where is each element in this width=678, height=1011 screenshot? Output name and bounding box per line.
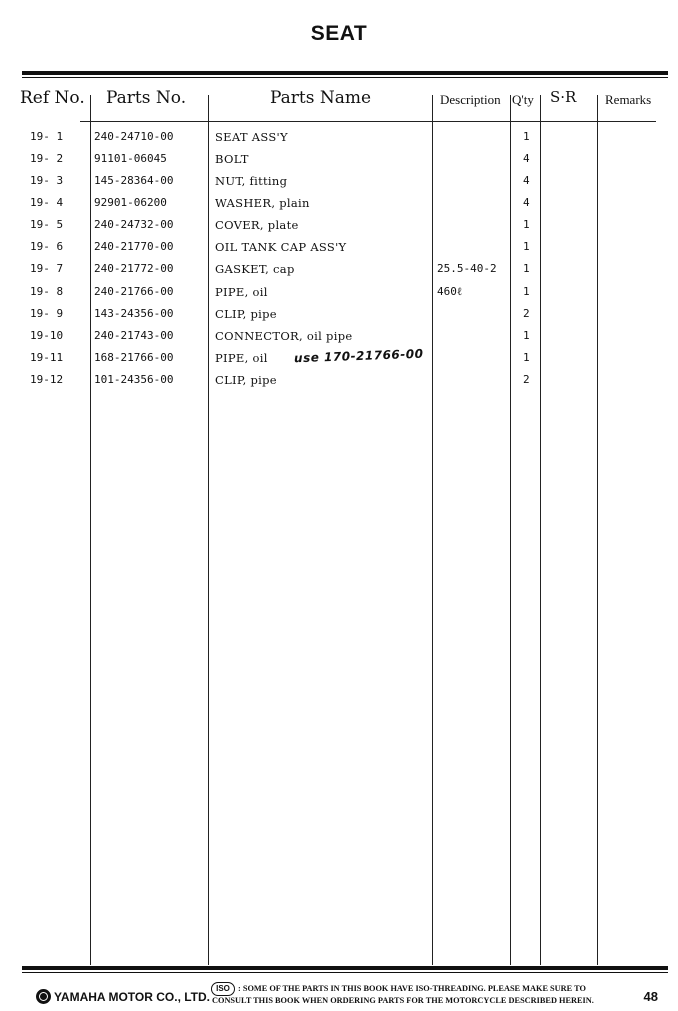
part-qty: 1 — [523, 218, 530, 231]
table-row — [0, 307, 678, 329]
top-rule-thin — [22, 77, 668, 78]
table-row — [0, 174, 678, 196]
part-name: CLIP, pipe — [215, 373, 277, 387]
header-rule — [80, 121, 656, 122]
ref-no: 19- 2 — [30, 152, 64, 165]
col-header-ref: Ref No. — [20, 88, 85, 108]
table-row — [0, 329, 678, 351]
part-description: 460ℓ — [437, 285, 463, 298]
part-qty: 1 — [523, 262, 530, 275]
table-row — [0, 196, 678, 218]
table-row — [0, 285, 678, 307]
part-name: CLIP, pipe — [215, 307, 277, 321]
part-no: 240-24732-00 — [94, 218, 174, 231]
part-description: 25.5-40-2 — [437, 262, 497, 275]
part-name: OIL TANK CAP ASS'Y — [215, 240, 347, 254]
part-no: 101-24356-00 — [94, 373, 174, 386]
table-row — [0, 262, 678, 284]
part-qty: 2 — [523, 307, 530, 320]
footer-note — [212, 983, 594, 1007]
page-title: SEAT — [310, 22, 368, 45]
col-header-remarks: Remarks — [605, 92, 652, 107]
table-row — [0, 240, 678, 262]
yamaha-logo-icon — [36, 989, 51, 1004]
table-row — [0, 373, 678, 395]
handwritten-note: use 170-21766-00 — [293, 346, 424, 366]
part-no: 240-21766-00 — [94, 285, 174, 298]
table-row — [0, 152, 678, 174]
part-no: 240-21743-00 — [94, 329, 174, 342]
part-no: 92901-06200 — [94, 196, 167, 209]
ref-no: 19- 7 — [30, 262, 64, 275]
brand-name: YAMAHA MOTOR CO., LTD. — [54, 989, 210, 1004]
part-qty: 4 — [523, 174, 530, 187]
part-qty: 4 — [523, 152, 530, 165]
part-name: GASKET, cap — [215, 262, 295, 276]
col-header-sr: S·R — [550, 88, 577, 106]
part-name: SEAT ASS'Y — [215, 130, 288, 144]
part-name: BOLT — [215, 152, 249, 166]
iso-badge-icon: ISO — [211, 982, 235, 996]
part-qty: 1 — [523, 351, 530, 364]
footer-note-line1: : SOME OF THE PARTS IN THIS BOOK HAVE ISO-THREADING. PLEASE MAKE SURE TO — [238, 984, 586, 993]
ref-no: 19-10 — [30, 329, 64, 342]
page-number: 48 — [643, 989, 658, 1004]
part-qty: 2 — [523, 373, 530, 386]
top-rule — [22, 71, 668, 75]
part-no: 145-28364-00 — [94, 174, 174, 187]
ref-no: 19-11 — [30, 351, 64, 364]
table-row — [0, 130, 678, 152]
bottom-rule — [22, 966, 668, 970]
ref-no: 19-12 — [30, 373, 64, 386]
part-no: 240-21772-00 — [94, 262, 174, 275]
col-header-name: Parts Name — [270, 88, 372, 108]
col-header-qty: Q'ty — [512, 92, 534, 107]
ref-no: 19- 6 — [30, 240, 64, 253]
part-no: 240-24710-00 — [94, 130, 174, 143]
part-qty: 4 — [523, 196, 530, 209]
part-name: WASHER, plain — [215, 196, 310, 210]
ref-no: 19- 8 — [30, 285, 64, 298]
part-name: PIPE, oil — [215, 351, 268, 365]
part-name: PIPE, oil — [215, 285, 268, 299]
ref-no: 19- 9 — [30, 307, 64, 320]
ref-no: 19- 4 — [30, 196, 64, 209]
part-qty: 1 — [523, 285, 530, 298]
ref-no: 19- 3 — [30, 174, 64, 187]
footer-note-line2: CONSULT THIS BOOK WHEN ORDERING PARTS FOR THE MOTORCYCLE DESCRIBED HEREIN. — [212, 996, 594, 1005]
part-no: 91101-06045 — [94, 152, 167, 165]
part-no: 240-21770-00 — [94, 240, 174, 253]
table-row — [0, 218, 678, 240]
col-header-part: Parts No. — [106, 88, 187, 108]
part-no: 168-21766-00 — [94, 351, 174, 364]
bottom-rule-thin — [22, 972, 668, 973]
part-qty: 1 — [523, 130, 530, 143]
footer-brand — [36, 989, 210, 1004]
part-name: NUT, fitting — [215, 174, 288, 188]
part-qty: 1 — [523, 329, 530, 342]
part-name: COVER, plate — [215, 218, 299, 232]
part-name: CONNECTOR, oil pipe — [215, 329, 353, 343]
col-header-description: Description — [440, 92, 501, 107]
part-qty: 1 — [523, 240, 530, 253]
ref-no: 19- 1 — [30, 130, 64, 143]
part-no: 143-24356-00 — [94, 307, 174, 320]
ref-no: 19- 5 — [30, 218, 64, 231]
